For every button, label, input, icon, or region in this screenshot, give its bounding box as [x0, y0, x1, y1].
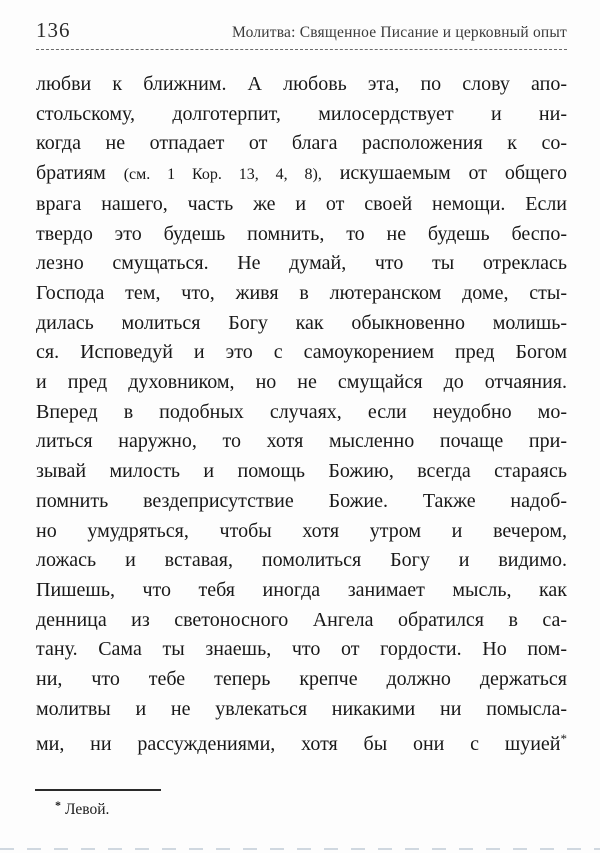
body-line: дилась молиться Богу как обыкновенно молишь-: [36, 311, 567, 334]
body-line: братиям (см. 1 Кор. 13, 4, 8), искушаемым от общего: [36, 162, 567, 185]
running-title: Молитва: Священное Писание и церковный опыт: [231, 24, 567, 41]
footnote: [36, 798, 109, 819]
body-line: лезно смущаться. Не думай, что ты отреклась: [36, 252, 567, 275]
body-line: тану. Сама ты знаешь, что от гордости. Но пом-: [36, 638, 567, 661]
body-line: помнить вездеприсутствие Божие. Также надоб-: [36, 489, 567, 512]
body-line: ни, что тебе теперь крепче должно держаться: [36, 668, 567, 691]
body-line: молитвы и не увлекаться никакими ни помысла-: [36, 697, 567, 720]
footnote-marker: *: [55, 798, 61, 812]
page-bottom-scan-artifact: [0, 848, 600, 850]
body-line: и пред духовником, но не смущайся до отчаяния.: [36, 371, 567, 394]
body-line: Пишешь, что тебя иногда занимает мысль, как: [36, 578, 567, 601]
footnote-divider: [35, 789, 161, 791]
body-line: Господа тем, что, живя в лютеранском доме, сты-: [36, 281, 567, 304]
body-line: ся. Исповедуй и это с самоукорением пред Богом: [36, 341, 567, 364]
footnote-text: Левой.: [65, 801, 110, 818]
body-line: зывай милость и помощь Божию, всегда стараясь: [36, 460, 567, 483]
body-line: Вперед в подобных случаях, если неудобно мо-: [36, 400, 567, 423]
body-line: любви к ближним. А любовь эта, по слову апо-: [36, 73, 567, 95]
body-line: денница из светоносного Ангела обратился в са-: [36, 608, 567, 631]
body-line: твердо это будешь помнить, то не будешь беспо-: [36, 222, 567, 245]
body-line: врага нашего, часть же и от своей немощи. Если: [36, 192, 567, 215]
body-text: [36, 70, 567, 760]
body-line: ми, ни рассуждениями, хотя бы они с шуией*: [36, 731, 567, 756]
body-line: когда не отпадает от блага расположения к со-: [36, 132, 567, 155]
body-line: но умудряться, чтобы хотя утром и вечером,: [36, 519, 567, 542]
body-line: стольскому, долготерпит, милосердствует и ни-: [36, 102, 567, 125]
body-line: литься наружно, то хотя мысленно почаще при-: [36, 430, 567, 453]
running-header: [36, 18, 567, 50]
body-line: ложась и вставая, помолиться Богу и видимо.: [36, 549, 567, 572]
page-number: 136: [36, 18, 71, 42]
